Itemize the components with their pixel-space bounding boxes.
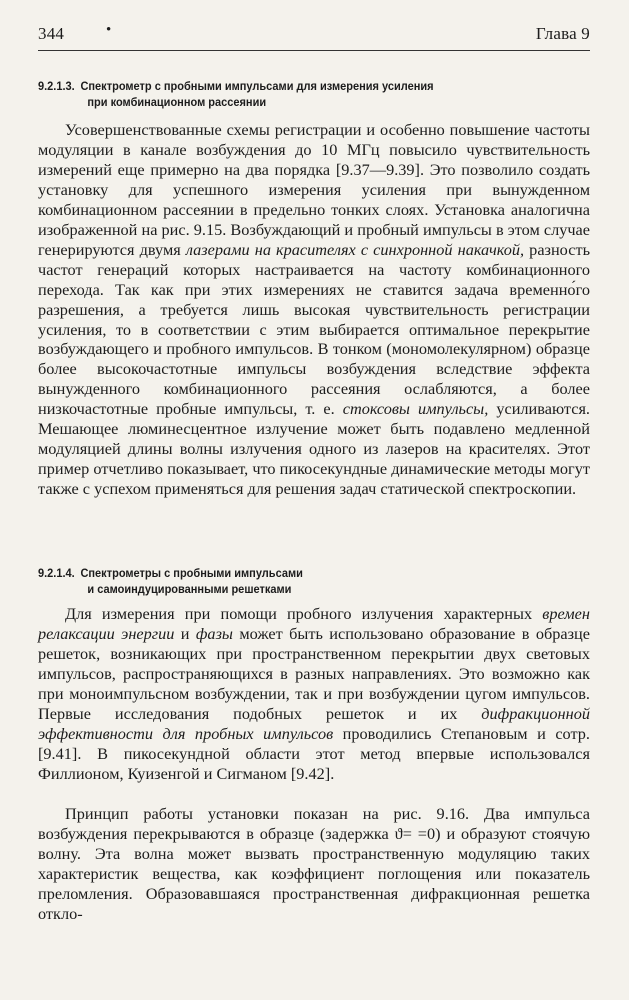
section-title-line1: Спектрометр с пробными импульсами для измерения усиления bbox=[80, 80, 434, 93]
para1-text-2: разность частот генераций которых настраивается на частоту комбинационного перехода. Так как при этих измерениях не ставится задача временно́го разрешения, а требуется лишь высокая чувствительность регистрации усиления, то в соответствии с этим выбирается оптимальное перекрытие возбуждающего и пробного импульсов. В тонком (мономолекулярном) образце более высокочастотные импульсы возбуждения вследствие эффекта вынужденного комбинационного рассеяния ослабляются, а более низкочастотные пробные импульсы, т. е. bbox=[38, 239, 590, 419]
section-number: 9.2.1.4. bbox=[38, 567, 75, 580]
section-number: 9.2.1.3. bbox=[38, 80, 75, 93]
para1-text-3: усиливаются. Мешающее люминесцентное излучение может быть подавлено медленной модуляцией длины волны излучения одного из лазеров на красителях. Этот пример отчетливо показывает, что пикосекундные динамические методы могут также с успехом применяться для решения задач статической спектроскопии. bbox=[38, 399, 590, 499]
paragraph-2 bbox=[38, 604, 590, 784]
paragraph-3 bbox=[38, 804, 590, 924]
para2-italic-3: дифракционной эффективности для пробных импульсов bbox=[38, 703, 590, 743]
para2-italic-2: фазы bbox=[195, 623, 233, 643]
printer-mark: • bbox=[106, 22, 112, 38]
section-heading-9-2-1-4 bbox=[38, 566, 570, 598]
section-title-line1: Спектрометры с пробными импульсами bbox=[80, 567, 303, 580]
page-number: 344 bbox=[38, 24, 65, 43]
para1-italic-2: стоксовы импульсы, bbox=[342, 399, 489, 419]
para2-text-2: и bbox=[174, 623, 196, 643]
para3-text-1: Принцип работы установки показан на рис. 9.16. Два импульса возбуждения перекрываются в образце (задержка ϑ= =0) и образуют стоячую волну. Эта волна может вызвать пространственную модуляцию таких характеристик вещества, как коэффициент поглощения или показатель преломления. Образовавшаяся пространственная дифракционная решетка откло- bbox=[38, 804, 590, 923]
chapter-title: Глава 9 bbox=[535, 24, 590, 43]
header-rule bbox=[38, 50, 590, 51]
para2-text-3: может быть использовано образование в образце решеток, возникающих при пространственном перекрытии двух световых импульсов, распространяющихся в разных направлениях. Это возможно как при моноимпульсном возбуждении, так и при возбуждении цугом импульсов. Первые исследования подобных решеток и их bbox=[38, 623, 591, 723]
section-title-line2: при комбинационном рассеянии bbox=[87, 96, 267, 109]
para2-text-4: проводились Степановым и сотр. [9.41]. В пикосекундной области этот метод впервые использовался Филлионом, Куизенгой и Сигманом [9.42]. bbox=[38, 723, 590, 783]
para1-text-1: Усовершенствованные схемы регистрации и особенно повышение частоты модуляции в канале возбуждения до 10 МГц повысило чувствительность измерений еще примерно на два порядка [9.37—9.39]. Это позволило создать установку для успешного измерения усиления при вынужденном комбинационном рассеянии в предельно тонких слоях. Установка аналогична изображенной на рис. 9.15. Возбуждающий и пробный импульсы в этом случае генерируются двумя bbox=[38, 120, 590, 259]
section-title-line2: и самоиндуцированными решетками bbox=[87, 583, 292, 596]
para1-italic-1: лазерами на красителях с синхронной накачкой, bbox=[185, 239, 525, 259]
para2-text-1: Для измерения при помощи пробного излучения характерных bbox=[65, 604, 543, 623]
paragraph-1 bbox=[38, 120, 590, 499]
para2-italic-1: времен релаксации энергии bbox=[38, 604, 590, 643]
running-header bbox=[38, 24, 590, 48]
section-heading-9-2-1-3 bbox=[38, 79, 570, 111]
